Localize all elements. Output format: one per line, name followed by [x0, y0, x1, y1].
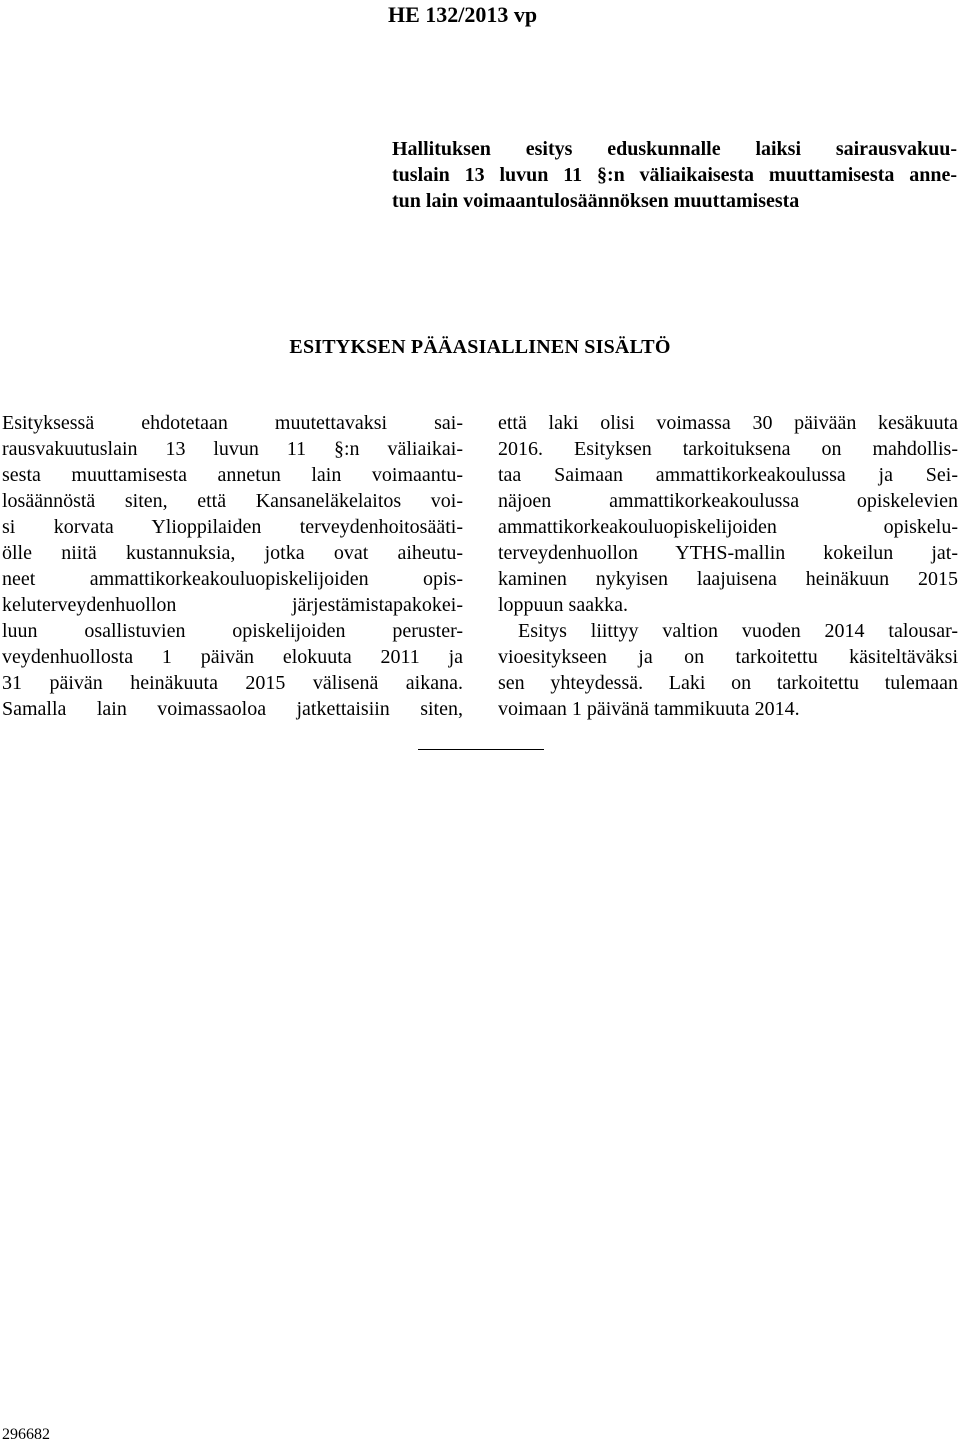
summary-line: Esitys liittyy valtion vuoden 2014 talousar-	[518, 620, 958, 642]
summary-line: loppuun saakka.	[498, 594, 628, 616]
page-number: 296682	[2, 1426, 50, 1443]
summary-line: näjoen ammattikorkeakoulussa opiskelevien	[498, 490, 958, 512]
summary-line: 31 päivän heinäkuuta 2015 välisenä aikana.	[2, 672, 463, 694]
summary-line: kaminen nykyisen laajuisena heinäkuun 2015	[498, 568, 958, 590]
summary-line: neet ammattikorkeakouluopiskelijoiden opis-	[2, 568, 463, 590]
summary-line: luun osallistuvien opiskelijoiden peruster-	[2, 620, 463, 642]
section-heading: ESITYKSEN PÄÄASIALLINEN SISÄLTÖ	[289, 336, 671, 358]
summary-line: ammattikorkeakouluopiskelijoiden opiskelu-	[498, 516, 958, 538]
summary-line: rausvakuutuslain 13 luvun 11 §:n väliaikai-	[2, 438, 463, 460]
summary-line: Samalla lain voimassaoloa jatkettaisiin siten,	[2, 698, 463, 720]
summary-line: taa Saimaan ammattikorkeakoulussa ja Sei-	[498, 464, 958, 486]
summary-left-column	[2, 410, 463, 722]
summary-right-column	[498, 410, 958, 722]
document-title	[392, 136, 957, 214]
summary-line: Esityksessä ehdotetaan muutettavaksi sai-	[2, 412, 463, 434]
separator-rule	[418, 749, 544, 750]
summary-line: 2016. Esityksen tarkoituksena on mahdollis-	[498, 438, 958, 460]
summary-line: voimaan 1 päivänä tammikuuta 2014.	[498, 698, 800, 720]
summary-line: ölle niitä kustannuksia, jotka ovat aiheutu-	[2, 542, 463, 564]
summary-line: veydenhuollosta 1 päivän elokuuta 2011 ja	[2, 646, 463, 668]
summary-line: että laki olisi voimassa 30 päivään kesäkuuta	[498, 412, 958, 434]
summary-line: losäännöstä siten, että Kansaneläkelaitos voi-	[2, 490, 463, 512]
summary-line: terveydenhuollon YTHS-mallin kokeilun jat-	[498, 542, 958, 564]
title-line: tuslain 13 luvun 11 §:n väliaikaisesta muuttamisesta anne-	[392, 164, 957, 186]
title-line: Hallituksen esitys eduskunnalle laiksi sairausvakuu-	[392, 138, 957, 160]
summary-line: sen yhteydessä. Laki on tarkoitettu tulemaan	[498, 672, 958, 694]
summary-line: keluterveydenhuollon järjestämistapakokei-	[2, 594, 463, 616]
summary-line: vioesitykseen ja on tarkoitettu käsiteltäväksi	[498, 646, 958, 668]
title-line: tun lain voimaantulosäännöksen muuttamisesta	[392, 190, 800, 212]
document-id: HE 132/2013 vp	[388, 2, 538, 27]
summary-line: sesta muuttamisesta annetun lain voimaantu-	[2, 464, 463, 486]
summary-line: si korvata Ylioppilaiden terveydenhoitosääti-	[2, 516, 463, 538]
